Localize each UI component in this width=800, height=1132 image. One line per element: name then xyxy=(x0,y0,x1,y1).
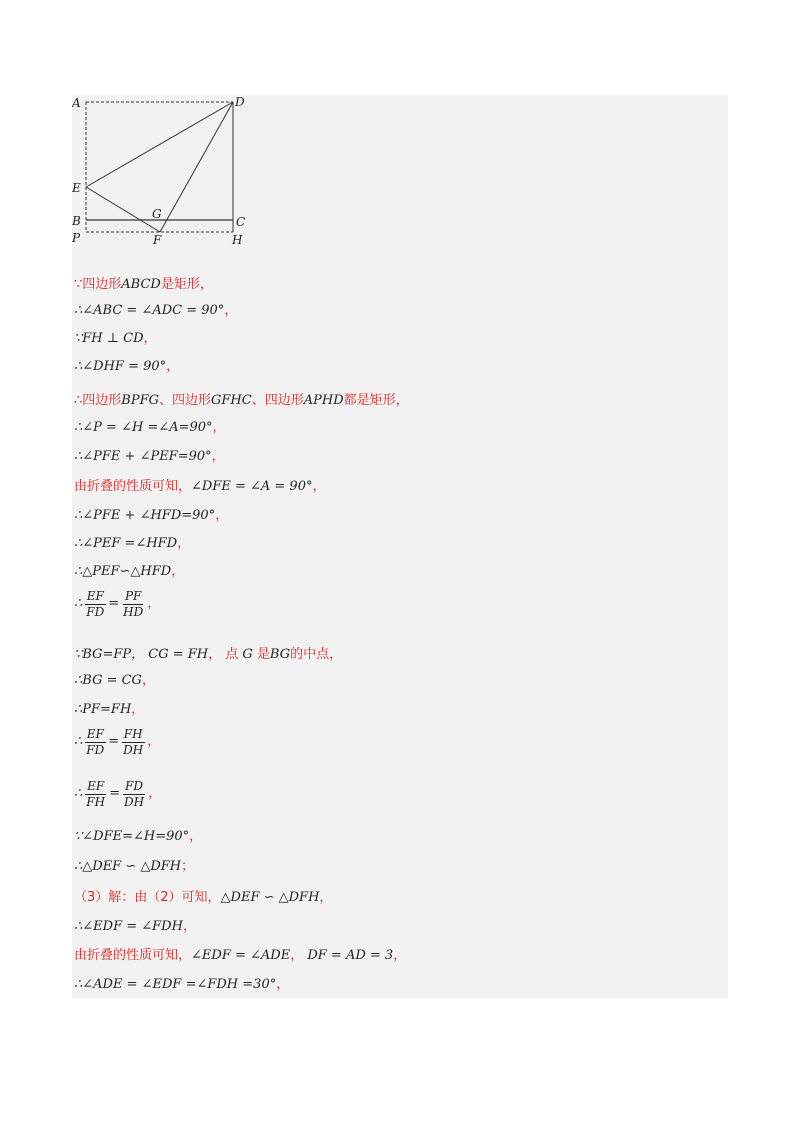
solution-line xyxy=(74,776,161,812)
math-text: BPFG xyxy=(121,393,159,408)
equals-sign: = xyxy=(108,596,120,611)
chinese-text: ， xyxy=(215,508,229,523)
math-text: ∵BG=FP， CG = FH xyxy=(74,647,209,662)
solution-line xyxy=(74,858,194,876)
fraction xyxy=(84,727,106,758)
math-text: ∴∠ABC = ∠ADC = 90° xyxy=(74,303,225,318)
math-text: BG xyxy=(269,647,291,662)
chinese-text: ， xyxy=(166,359,180,374)
solution-line xyxy=(74,586,160,622)
numerator: PF xyxy=(124,588,142,603)
chinese-text: ∴四边形 xyxy=(74,393,122,408)
chinese-text: ， xyxy=(177,536,191,551)
math-text: G xyxy=(238,647,257,662)
math-text: ∴∠EDF = ∠FDH xyxy=(74,919,183,934)
fraction xyxy=(84,779,107,810)
solution-line xyxy=(74,563,184,581)
numerator: EF xyxy=(87,778,105,793)
math-text: ∴∠P = ∠H =∠A=90° xyxy=(74,420,213,435)
equals-sign: = xyxy=(109,786,120,801)
solution-line xyxy=(74,448,225,466)
solution-line xyxy=(74,672,155,690)
label-D: D xyxy=(235,95,245,109)
math-text: ∵FH ⊥ CD xyxy=(74,331,144,346)
math-text: ∵∠DFE=∠H=90° xyxy=(74,829,190,844)
math-text: GFHC xyxy=(211,393,252,408)
label-E: E xyxy=(72,181,81,195)
geometry-figure xyxy=(72,95,272,255)
chinese-text: ， xyxy=(290,948,304,963)
math-text: ∴BG = CG xyxy=(74,673,142,688)
chinese-text: ， xyxy=(393,948,407,963)
math-text: ∠DFE = ∠A = 90° xyxy=(191,479,313,494)
chinese-text: 都是矩形， xyxy=(343,393,409,408)
chinese-text: ， xyxy=(319,890,333,905)
punctuation: ， xyxy=(147,596,161,611)
solution-line xyxy=(74,535,190,553)
math-text: ∴ xyxy=(74,734,83,749)
chinese-text: ， xyxy=(224,303,238,318)
solution-line xyxy=(74,302,237,320)
chinese-text: ， xyxy=(182,919,196,934)
chinese-text: ， xyxy=(141,673,155,688)
solution-line xyxy=(74,947,406,965)
denominator: FD xyxy=(86,604,105,619)
fraction xyxy=(121,589,145,620)
math-text: ABCD xyxy=(121,277,161,292)
chinese-text: 由折叠的性质可知， xyxy=(74,479,192,494)
chinese-text: 是 xyxy=(256,647,270,662)
chinese-text: ， xyxy=(212,420,226,435)
math-text: ∠EDF = ∠ADE xyxy=(191,948,291,963)
label-B: B xyxy=(72,214,81,228)
fraction xyxy=(121,727,145,758)
chinese-text: 的中点， xyxy=(290,647,343,662)
punctuation: ， xyxy=(148,786,162,801)
denominator: DH xyxy=(123,742,144,757)
chinese-text: ； xyxy=(181,859,195,874)
denominator: FH xyxy=(86,794,106,809)
chinese-text: （3）解：由（2）可知， xyxy=(74,890,221,905)
solution-line xyxy=(74,276,213,294)
math-text: ∴ xyxy=(74,786,83,801)
fraction xyxy=(122,779,146,810)
solution-line xyxy=(74,889,332,907)
solution-line xyxy=(74,724,160,760)
chinese-text: ， xyxy=(171,564,185,579)
math-text: APHD xyxy=(303,393,344,408)
label-C: C xyxy=(236,215,246,229)
label-H: H xyxy=(232,233,243,247)
label-G: G xyxy=(152,207,162,221)
chinese-text: 是矩形， xyxy=(160,277,213,292)
math-text: ∴△DEF ∽ △DFH xyxy=(74,859,182,874)
solution-line xyxy=(74,507,228,525)
chinese-text: ， xyxy=(131,702,145,717)
math-text: ∴∠PEF =∠HFD xyxy=(74,536,178,551)
denominator: HD xyxy=(123,604,144,619)
numerator: FD xyxy=(125,778,143,793)
chinese-text: 由折叠的性质可知， xyxy=(74,948,192,963)
math-text: △DEF ∽ △DFH xyxy=(220,890,320,905)
math-text: ∴∠DHF = 90° xyxy=(74,359,167,374)
label-F: F xyxy=(153,233,162,247)
chinese-text: ， xyxy=(211,449,225,464)
solution-line xyxy=(74,646,342,664)
solution-line xyxy=(74,828,202,846)
math-text: ∴PF=FH xyxy=(74,702,132,717)
label-A: A xyxy=(72,96,81,110)
chinese-text: ， xyxy=(276,977,290,992)
solution-line xyxy=(74,701,144,719)
math-text: ∴∠PFE + ∠PEF=90° xyxy=(74,449,212,464)
numerator: EF xyxy=(86,726,104,741)
fraction xyxy=(84,589,106,620)
punctuation: ， xyxy=(147,734,161,749)
numerator: FH xyxy=(123,726,143,741)
math-text: ∴△PEF∽△HFD xyxy=(74,564,172,579)
solution-line xyxy=(74,478,326,496)
math-text: ∴∠ADE = ∠EDF =∠FDH =30° xyxy=(74,977,277,992)
denominator: FD xyxy=(86,742,105,757)
chinese-text: 、四边形 xyxy=(159,393,212,408)
numerator: EF xyxy=(86,588,104,603)
math-text: ∴ xyxy=(74,596,83,611)
chinese-text: ， xyxy=(143,331,157,346)
label-P: P xyxy=(72,231,81,245)
chinese-text: 、四边形 xyxy=(251,393,304,408)
denominator: DH xyxy=(123,794,145,809)
solution-line xyxy=(74,976,289,994)
solution-line xyxy=(74,918,196,936)
solution-line xyxy=(74,358,179,376)
chinese-text: ∵四边形 xyxy=(74,277,122,292)
solution-line xyxy=(74,392,409,410)
math-text: DF = AD = 3 xyxy=(303,948,394,963)
chinese-text: ， xyxy=(312,479,326,494)
equals-sign: = xyxy=(108,734,120,749)
chinese-text: ， 点 xyxy=(208,647,239,662)
solution-line xyxy=(74,419,226,437)
chinese-text: ， xyxy=(189,829,203,844)
math-text: ∴∠PFE + ∠HFD=90° xyxy=(74,508,216,523)
solution-line xyxy=(74,330,157,348)
